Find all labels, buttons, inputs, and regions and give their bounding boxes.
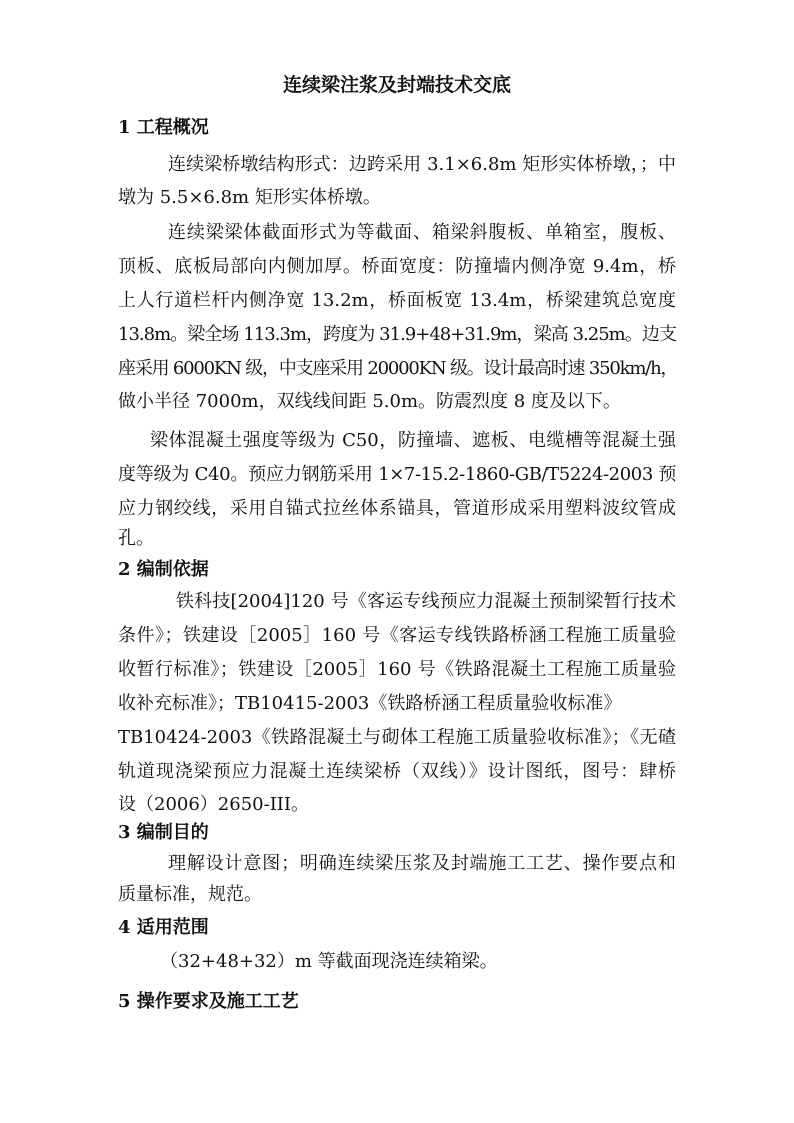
text-line: 收暂行标准》；铁建设［2005］160 号《铁路混凝土工程施工质量验 (118, 659, 676, 680)
text-line: 孔。 (118, 528, 154, 549)
document-title: 连续梁注浆及封端技术交底 (282, 74, 511, 96)
text-line: 连续梁梁体截面形式为等截面、箱梁斜腹板、单箱室，腹板、 (168, 222, 676, 243)
text-line: 质量标准，规范。 (118, 884, 262, 905)
text-line: 墩为 5.5×6.8m 矩形实体桥墩。 (118, 187, 381, 208)
text-line: 收补充标准》；TB10415-2003《铁路桥涵工程质量验收标准》 (118, 693, 622, 714)
text-line: 设（2006）2650-III。 (118, 794, 310, 815)
text-line: 顶板、底板局部向内侧加厚。桥面宽度：防撞墙内侧净宽 9.4m，桥 (118, 256, 676, 277)
text-line: 条件》；铁建设［2005］160 号《客运专线铁路桥涵工程施工质量验 (118, 625, 676, 646)
text-line: 做小半径 7000m，双线线间距 5.0m。防震烈度 8 度及以下。 (118, 391, 621, 412)
text-line: 连续梁桥墩结构形式：边跨采用 3.1×6.8m 矩形实体桥墩，；中 (168, 154, 676, 175)
text-line: 梁体混凝土强度等级为 C50，防撞墙、遮板、电缆槽等混凝土强 (150, 430, 676, 451)
text-line: 理解设计意图；明确连续梁压浆及封端施工工艺、操作要点和 (168, 853, 676, 874)
text-line: 度等级为 C40。预应力钢筋采用 1×7-15.2-1860-GB/T5224-2003 预 (118, 464, 676, 485)
section-heading: 4 适用范围 (118, 917, 209, 938)
text-line: 13.8m。梁全场 113.3m，跨度为 31.9+48+31.9m，梁高 3.25m。边支 (118, 324, 676, 345)
section-heading: 1 工程概况 (118, 117, 209, 138)
text-line: 轨道现浇梁预应力混凝土连续梁桥（双线）》设计图纸，图号：肆桥 (118, 761, 676, 782)
text-line: 上人行道栏杆内侧净宽 13.2m，桥面板宽 13.4m，桥梁建筑总宽度 (118, 290, 676, 311)
text-line: （32+48+32）m 等截面现浇连续箱梁。 (160, 951, 498, 972)
section-heading: 3 编制目的 (118, 822, 209, 843)
text-line: TB10424-2003《铁路混凝土与砌体工程施工质量验收标准》；《无碴 (118, 727, 676, 748)
text-line: 座采用 6000KN 级，中支座采用 20000KN 级。设计最高时速 350km/h， (118, 358, 678, 379)
text-line: 应力钢绞线，采用自锚式拉丝体系锚具，管道形成采用塑料波纹管成 (118, 498, 676, 519)
section-heading: 2 编制依据 (118, 559, 209, 580)
text-line: 铁科技[2004]120 号《客运专线预应力混凝土预制梁暂行技术 (176, 591, 676, 612)
section-heading: 5 操作要求及施工工艺 (118, 991, 299, 1012)
